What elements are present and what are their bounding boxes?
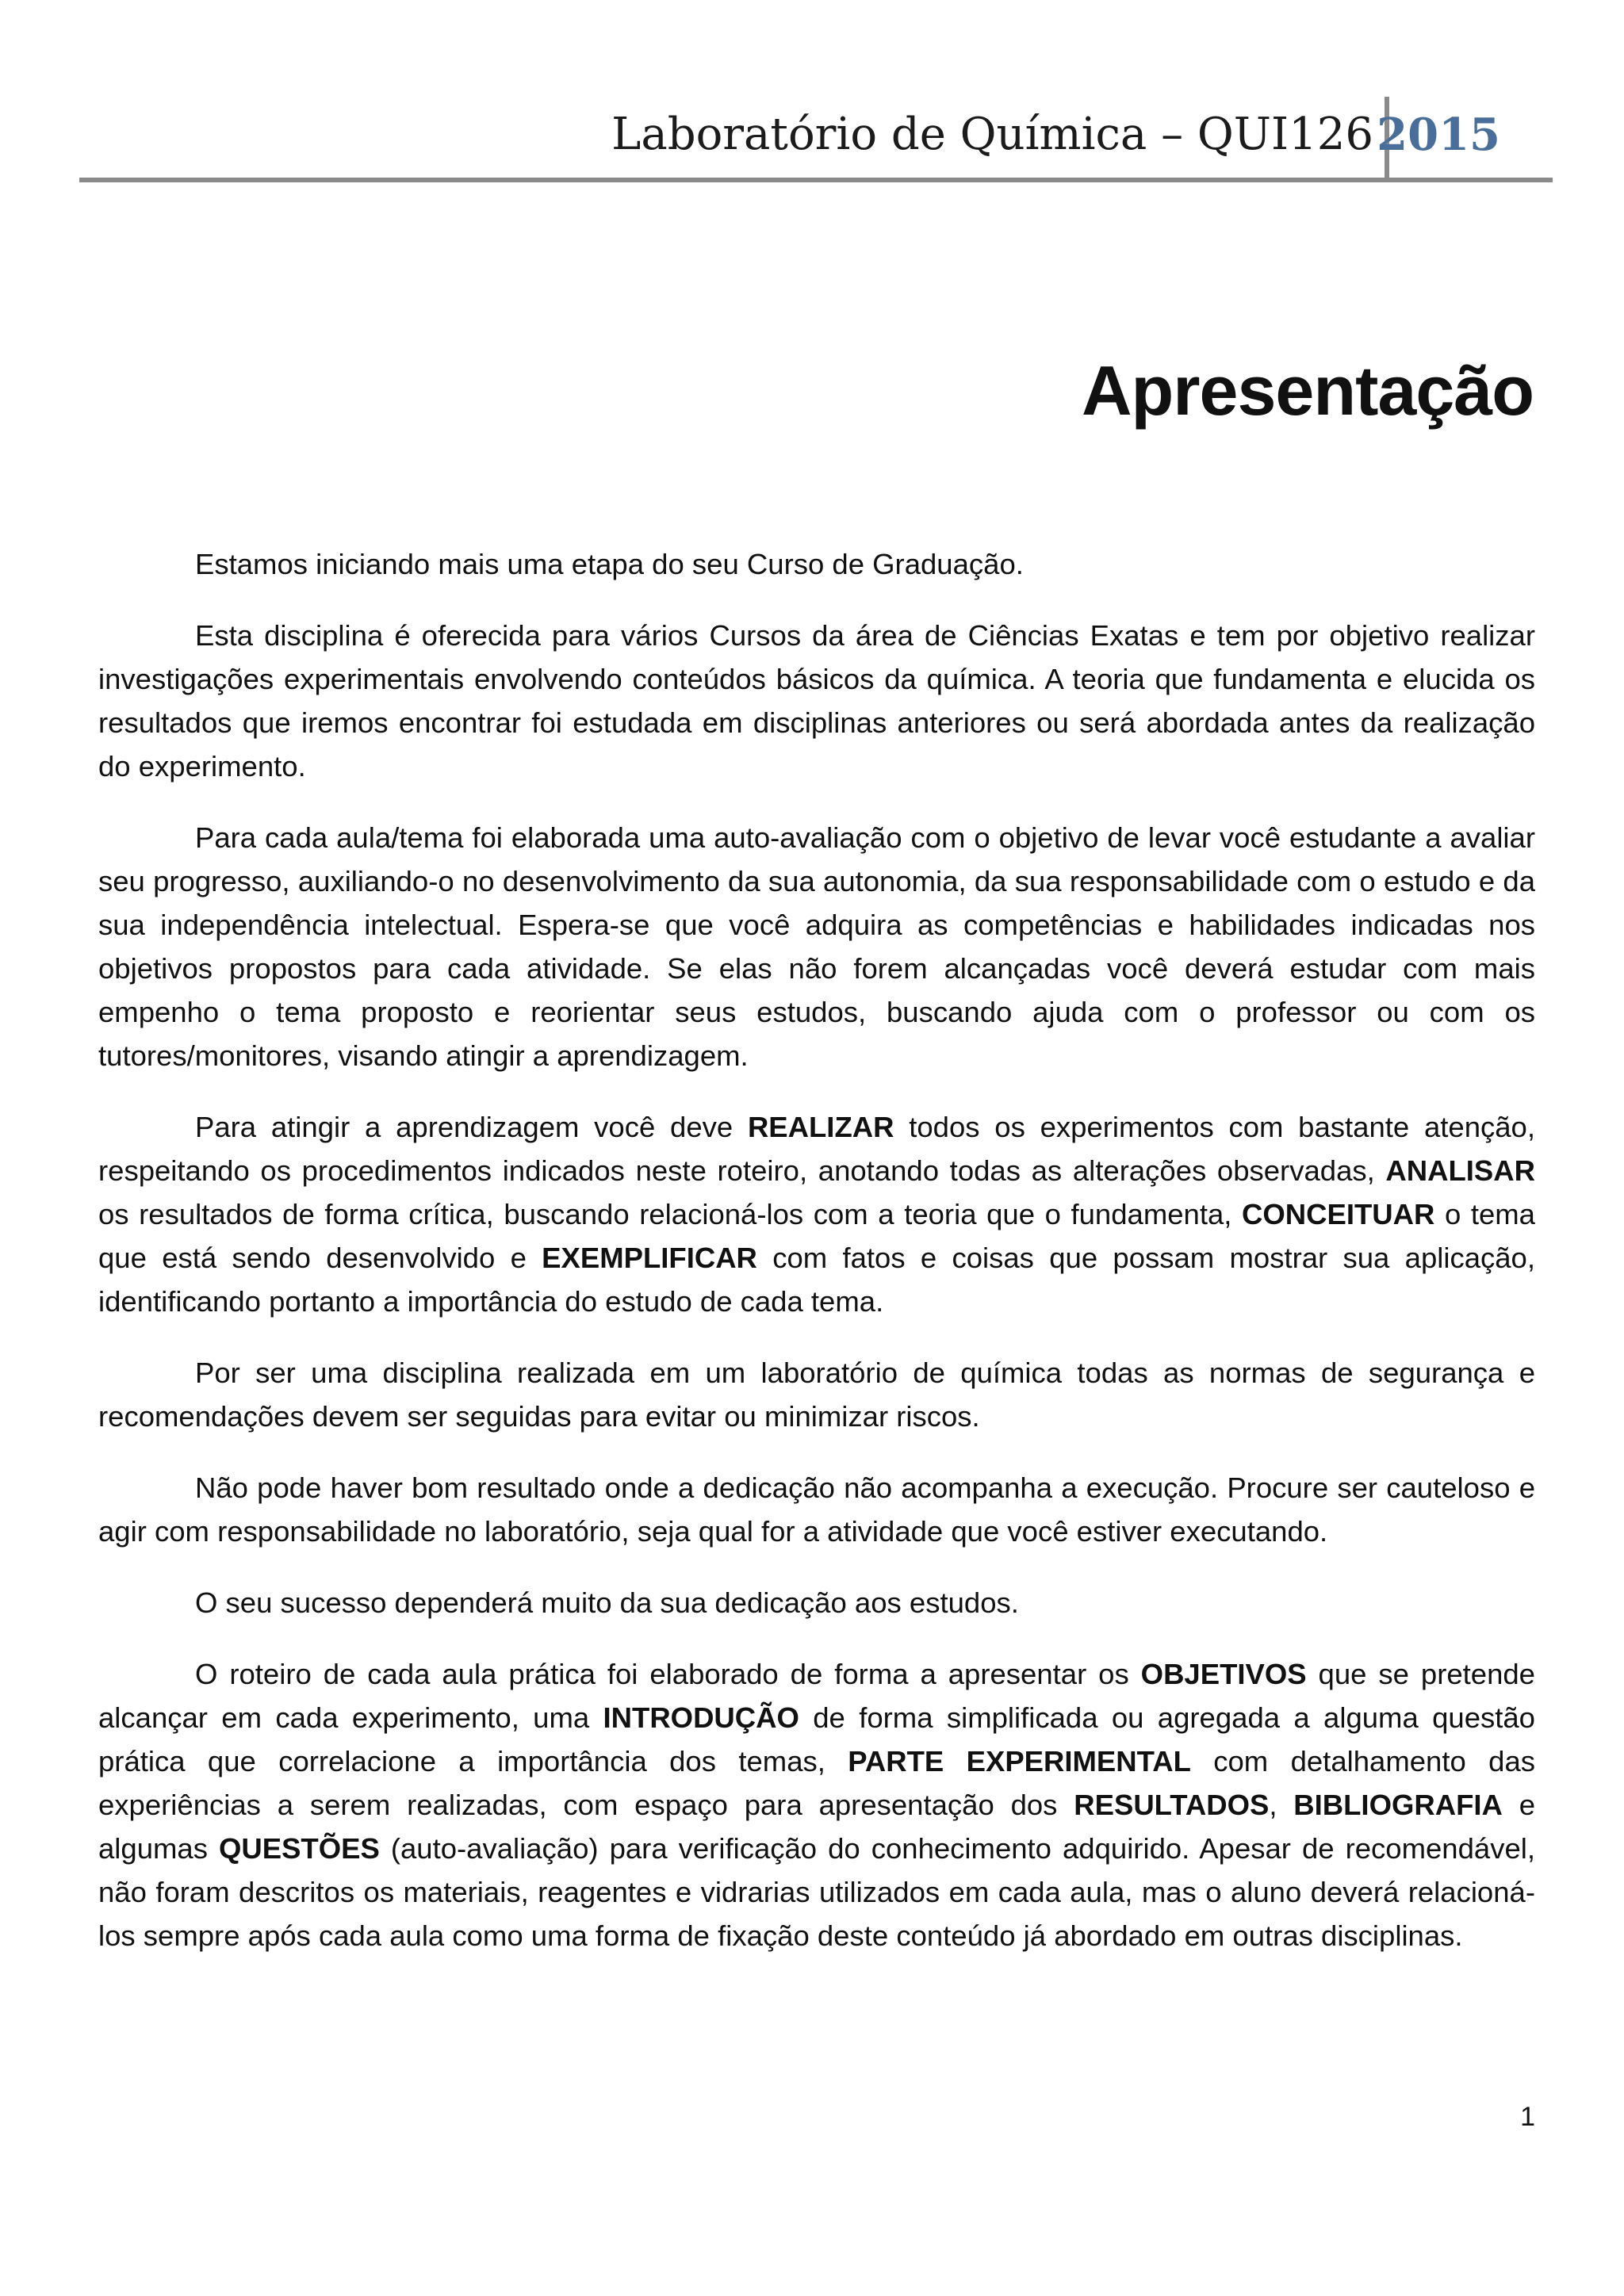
text-run: com fatos e coisas que possam mostrar sua aplicação, identificando portanto a importância do estudo de cada tema. <box>98 1242 1536 1318</box>
bold-keyword: RESULTADOS <box>1074 1789 1270 1821</box>
paragraph <box>98 1466 1535 1553</box>
bold-keyword: INTRODUÇÃO <box>603 1701 799 1734</box>
text-run: que se pretende alcançar em cada experimento, uma <box>98 1658 1535 1734</box>
header-title: Laboratório de Química – QUI126 <box>611 109 1373 160</box>
text-run: Por ser uma disciplina realizada em um laboratório de química todas as normas de segurança e recomendações devem ser seguidas para evitar ou minimizar riscos. <box>98 1357 1535 1433</box>
paragraph <box>98 1652 1535 1957</box>
bold-keyword: OBJETIVOS <box>1140 1658 1307 1690</box>
bold-keyword: BIBLIOGRAFIA <box>1293 1789 1503 1821</box>
text-run: de forma simplificada ou agregada a alguma questão prática que correlacione a importância dos temas, <box>98 1701 1535 1777</box>
text-run: o tema que está sendo desenvolvido e <box>98 1198 1535 1274</box>
text-run: Esta disciplina é oferecida para vários Cursos da área de Ciências Exatas e tem por objetivo realizar investigações experimentais envolvendo conteúdos básicos da química. A teoria que fundamenta e elucida os resultados que iremos encontrar foi estudada em disciplinas anteriores ou será abordada antes da realização do experimento. <box>98 619 1535 783</box>
paragraph <box>98 816 1535 1077</box>
text-run: Para atingir a aprendizagem você deve <box>195 1111 748 1143</box>
bold-keyword: PARTE EXPERIMENTAL <box>848 1745 1191 1777</box>
bold-keyword: QUESTÕES <box>218 1832 380 1865</box>
text-run: Para cada aula/tema foi elaborada uma auto-avaliação com o objetivo de levar você estudante a avaliar seu progresso, auxiliando-o no desenvolvimento da sua autonomia, da sua responsabilidade com o estudo e da sua independência intelectual. Espera-se que você adquira as competências e habilidades indicadas nos objetivos propostos para cada atividade. Se elas não forem alcançadas você deverá estudar com mais empenho o tema proposto e reorientar seus estudos, buscando ajuda com o professor ou com os tutores/monitores, visando atingir a aprendizagem. <box>98 821 1535 1072</box>
page-header <box>79 94 1553 182</box>
paragraph <box>98 614 1535 788</box>
text-run: com detalhamento das experiências a serem realizadas, com espaço para apresentação dos <box>98 1745 1535 1821</box>
paragraph <box>98 542 1535 586</box>
page-title: Apresentação <box>1081 351 1534 430</box>
text-run: todos os experimentos com bastante atenção, respeitando os procedimentos indicados neste roteiro, anotando todas as alterações observadas, <box>98 1111 1535 1187</box>
paragraph <box>98 1581 1535 1624</box>
body-text <box>98 542 1535 1985</box>
text-run: Estamos iniciando mais uma etapa do seu Curso de Graduação. <box>195 548 1024 580</box>
paragraph <box>98 1105 1535 1323</box>
text-run: Não pode haver bom resultado onde a dedicação não acompanha a execução. Procure ser cauteloso e agir com responsabilidade no laboratório, seja qual for a atividade que você estiver executando. <box>98 1471 1535 1548</box>
text-run: os resultados de forma crítica, buscando relacioná-los com a teoria que o fundamenta, <box>98 1198 1243 1230</box>
header-year: 2015 <box>1377 109 1500 161</box>
page-number: 1 <box>1520 2102 1535 2132</box>
bold-keyword: EXEMPLIFICAR <box>542 1242 757 1274</box>
bold-keyword: CONCEITUAR <box>1242 1198 1435 1230</box>
bold-keyword: REALIZAR <box>747 1111 894 1143</box>
text-run: , <box>1269 1789 1294 1821</box>
bold-keyword: ANALISAR <box>1385 1154 1535 1187</box>
text-run: O seu sucesso dependerá muito da sua dedicação aos estudos. <box>195 1586 1019 1619</box>
text-run: e algumas <box>98 1789 1535 1865</box>
paragraph <box>98 1351 1535 1438</box>
text-run: O roteiro de cada aula prática foi elaborado de forma a apresentar os <box>195 1658 1141 1690</box>
text-run: (auto-avaliação) para verificação do conhecimento adquirido. Apesar de recomendável, não foram descritos os materiais, reagentes e vidrarias utilizados em cada aula, mas o aluno deverá relacioná-los sempre após cada aula como uma forma de fixação deste conteúdo já abordado em outras disciplinas. <box>98 1832 1535 1952</box>
